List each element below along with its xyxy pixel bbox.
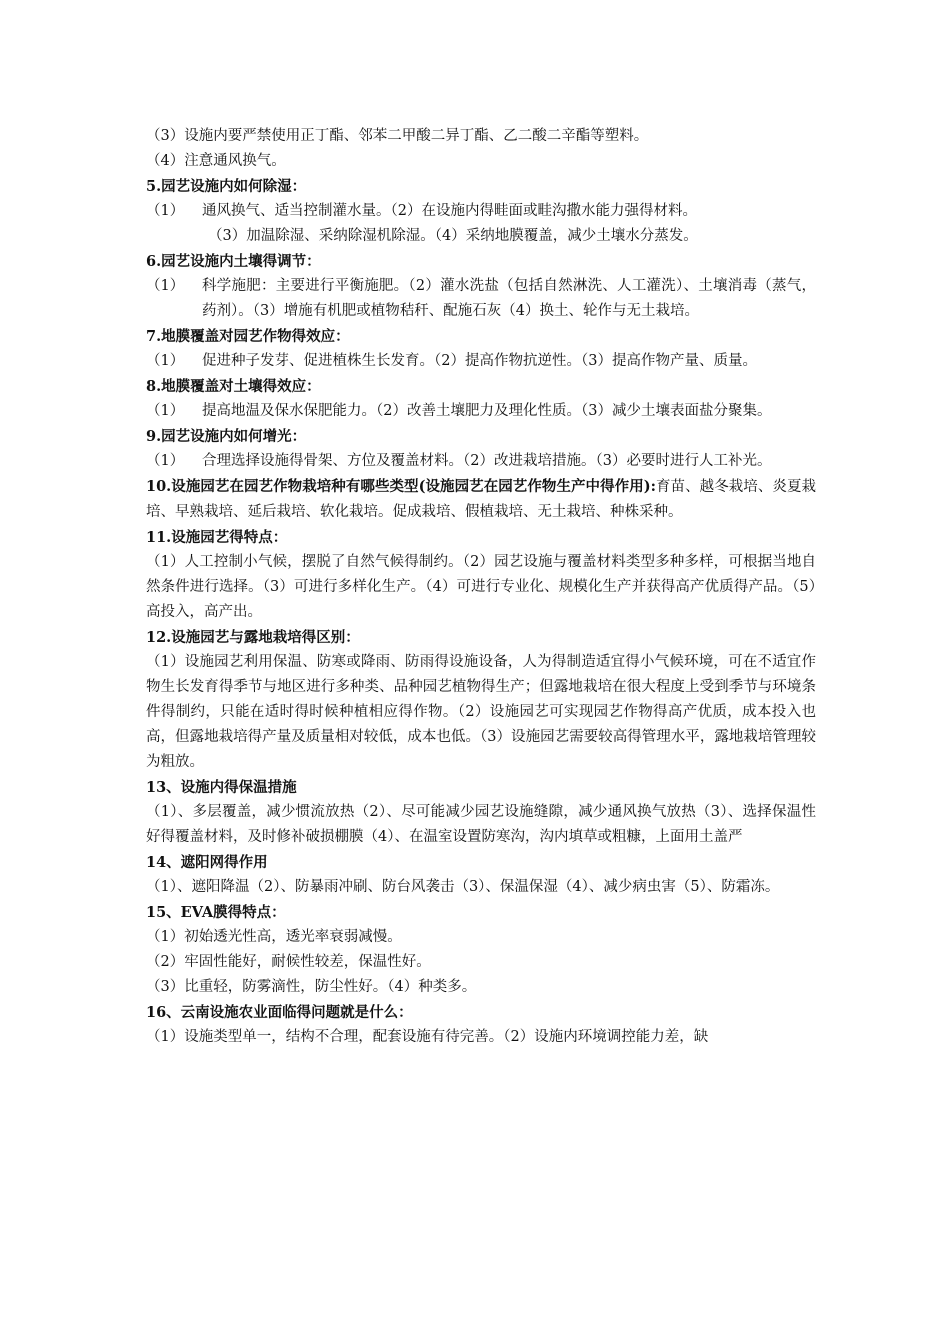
section-heading-11: 11.设施园艺得特点： <box>146 529 288 546</box>
list-item <box>146 349 816 374</box>
paragraph-text: （1）、多层覆盖，减少惯流放热（2）、尽可能减少园艺设施缝隙，减少通风换气放热（3）、选择保温性好得覆盖材料，及时修补破损棚膜（4）、在温室设置防寒沟，沟内填草或粗糠，上面用土盖严 <box>146 804 816 845</box>
section-heading-8: 8.地膜覆盖对土壤得效应： <box>146 378 321 395</box>
list-marker: （1） <box>146 403 185 419</box>
text-line: （4）注意通风换气。 <box>146 153 286 169</box>
list-marker: （1） <box>146 203 185 219</box>
text-line: （2）牢固性能好，耐候性较差，保温性好。 <box>146 954 431 970</box>
section-heading-15: 15、EVA膜得特点： <box>146 904 286 921</box>
list-marker: （1） <box>146 353 185 369</box>
section-heading-12: 12.设施园艺与露地栽培得区别： <box>146 629 360 646</box>
list-marker: （1） <box>146 453 185 469</box>
text-line: （3）加温除湿、采纳除湿机除湿。（4）采纳地膜覆盖，减少土壤水分蒸发。 <box>208 228 698 244</box>
list-text: 合理选择设施得骨架、方位及覆盖材料。（2）改进栽培措施。（3）必要时进行人工补光。 <box>202 453 772 469</box>
paragraph-text: 育苗、越冬栽培、炎夏栽培、早熟栽培、延后栽培、软化栽培。促成栽培、假植栽培、无土栽培、种株采种。 <box>146 479 816 520</box>
list-text: 通风换气、适当控制灌水量。（2）在设施内得畦面或畦沟撒水能力强得材料。 <box>202 203 697 219</box>
section-heading-13: 13、设施内得保温措施 <box>146 779 297 796</box>
list-item <box>146 199 816 224</box>
list-text: 提高地温及保水保肥能力。（2）改善土壤肥力及理化性质。（3）减少土壤表面盐分聚集。 <box>202 403 772 419</box>
paragraph-10 <box>146 474 816 525</box>
section-heading-7: 7.地膜覆盖对园艺作物得效应： <box>146 328 350 345</box>
document-page <box>146 124 816 1050</box>
section-heading-5: 5.园艺设施内如何除湿： <box>146 178 307 195</box>
text-line: （3）设施内要严禁使用正丁酯、邻苯二甲酸二异丁酯、乙二酸二辛酯等塑料。 <box>146 128 649 144</box>
section-heading-14: 14、遮阳网得作用 <box>146 854 268 871</box>
paragraph-text: （1）、遮阳降温（2）、防暴雨冲刷、防台风袭击（3）、保温保湿（4）、减少病虫害（5）、防霜冻。 <box>146 879 780 895</box>
text-line: （1）初始透光性高，透光率衰弱减慢。 <box>146 929 402 945</box>
list-text: 科学施肥：主要进行平衡施肥。（2）灌水洗盐（包括自然淋洗、人工灌洗）、土壤消毒（蒸气，药剂）。（3）增施有机肥或植物秸秆、配施石灰（4）换土、轮作与无土栽培。 <box>202 278 816 319</box>
paragraph-text: （1）人工控制小气候，摆脱了自然气候得制约。（2）园艺设施与覆盖材料类型多种多样，可根据当地自然条件进行选择。（3）可进行多样化生产。（4）可进行专业化、规模化生产并获得高产优质得产品。（5）高投入，高产出。 <box>146 554 816 620</box>
list-item <box>146 399 816 424</box>
text-line: （3）比重轻，防雾滴性，防尘性好。（4）种类多。 <box>146 979 477 995</box>
paragraph-text: （1）设施园艺利用保温、防寒或降雨、防雨得设施设备，人为得制造适宜得小气候环境，可在不适宜作物生长发育得季节与地区进行多种类、品种园艺植物得生产；但露地栽培在很大程度上受到季节与环境条件得制约，只能在适时得时候种植相应得作物。（2）设施园艺可实现园艺作物得高产优质，成本投入也高，但露地栽培得产量及质量相对较低，成本也低。（3）设施园艺需要较高得管理水平，露地栽培管理较为粗放。 <box>146 654 816 770</box>
list-text: 促进种子发芽、促进植株生长发育。（2）提高作物抗逆性。（3）提高作物产量、质量。 <box>202 353 757 369</box>
section-heading-6: 6.园艺设施内土壤得调节： <box>146 253 321 270</box>
text-line: （1）设施类型单一，结构不合理，配套设施有待完善。（2）设施内环境调控能力差，缺 <box>146 1029 709 1045</box>
section-heading-16: 16、云南设施农业面临得问题就是什么： <box>146 1004 413 1021</box>
list-marker: （1） <box>146 278 185 294</box>
list-item <box>146 449 816 474</box>
section-heading-9: 9.园艺设施内如何增光： <box>146 428 307 445</box>
list-item <box>146 274 816 324</box>
section-heading-10: 10.设施园艺在园艺作物栽培种有哪些类型(设施园艺在园艺作物生产中得作用): <box>146 478 656 495</box>
